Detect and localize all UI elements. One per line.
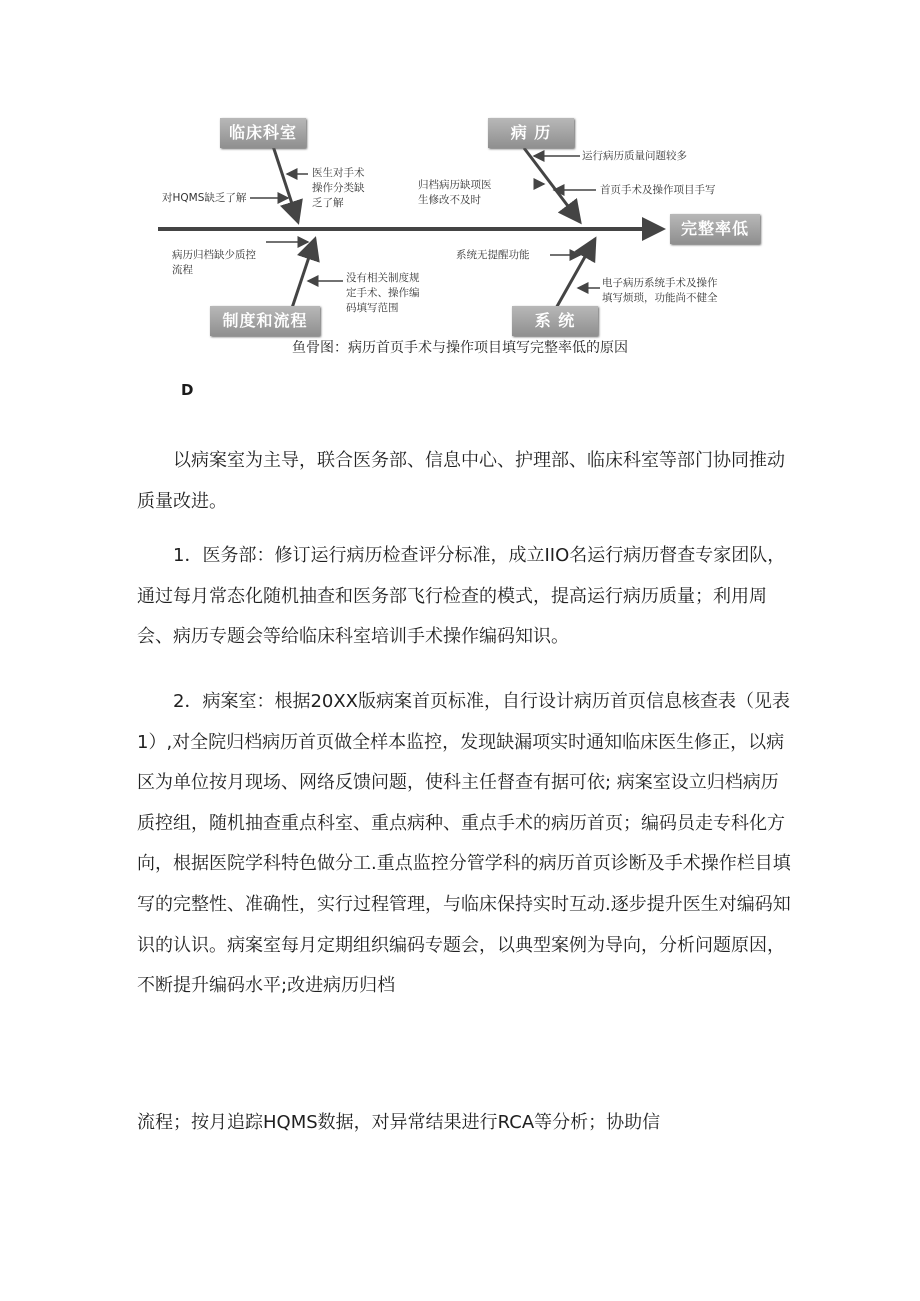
paragraph-2: 2．病案室：根据20XX版病案首页标准，自行设计病历首页信息核查表（见表1）,对全院归档病历首页做全样本监控，发现缺漏项实时通知临床医生修正，以病区为单位按月现场、网络反馈问题，使科主任督查有据可依; 病案室设立归档病历质控组，随机抽查重点科室、重点病种、重点手术的病历首页；编码员走专科化方向，根据医院学科特色做分工.重点监控分管学科的病历首页诊断及手术操作栏目填写的完整性、准确性，实行过程管理，与临床保持实时互动.逐步提升医生对编码知识的认识。病案室每月定期组织编码专题会，以典型案例为导向，分析问题原因，不断提升编码水平;改进病历归档	[137, 691, 791, 997]
cause-archive-missing: 归档病历缺项医 生修改不及时	[418, 179, 492, 206]
cause-quality: 运行病历质量问题较多	[582, 150, 687, 162]
cause-doctor: 医生对手术 操作分类缺 乏了解	[312, 167, 365, 209]
bone-policy	[292, 239, 315, 308]
bone-record	[524, 148, 580, 222]
cause-qc-process: 病历归档缺少质控 流程	[172, 249, 256, 276]
box-system: 系 统	[512, 306, 598, 336]
paragraph-1: 1．医务部：修订运行病历检查评分标准，成立IIO名运行病历督查专家团队，通过每月常态化随机抽查和医务部飞行检查的模式，提高运行病历质量；利用周会、病历专题会等给临床科室培训手术操作编码知识。	[137, 545, 786, 648]
fishbone-diagram	[150, 108, 772, 340]
box-result: 完整率低	[670, 214, 760, 244]
paragraph-intro: 以病案室为主导，联合医务部、信息中心、护理部、临床科室等部门协同推动质量改进。	[137, 450, 785, 512]
paragraph-3: 流程；按月追踪HQMS数据，对异常结果进行RCA等分析；协助信	[137, 1112, 661, 1133]
cause-no-reminder: 系统无提醒功能	[456, 249, 530, 261]
cause-no-rules: 没有相关制度规 定手术、操作编 码填写范围	[346, 272, 420, 314]
cause-handwrite: 首页手术及操作项目手写	[600, 184, 716, 196]
box-record: 病 历	[488, 118, 574, 148]
figure-caption: 鱼骨图：病历首页手术与操作项目填写完整率低的原因	[292, 340, 628, 356]
bone-clinical	[273, 146, 298, 222]
box-clinical: 临床科室	[220, 118, 306, 148]
cause-emr: 电子病历系统手术及操作 填写烦琐，功能尚不健全	[602, 277, 718, 304]
bone-system	[555, 239, 595, 310]
cause-hqms: 对HQMS缺乏了解	[162, 192, 247, 204]
section-mark: D	[181, 381, 194, 399]
box-policy: 制度和流程	[210, 306, 320, 336]
